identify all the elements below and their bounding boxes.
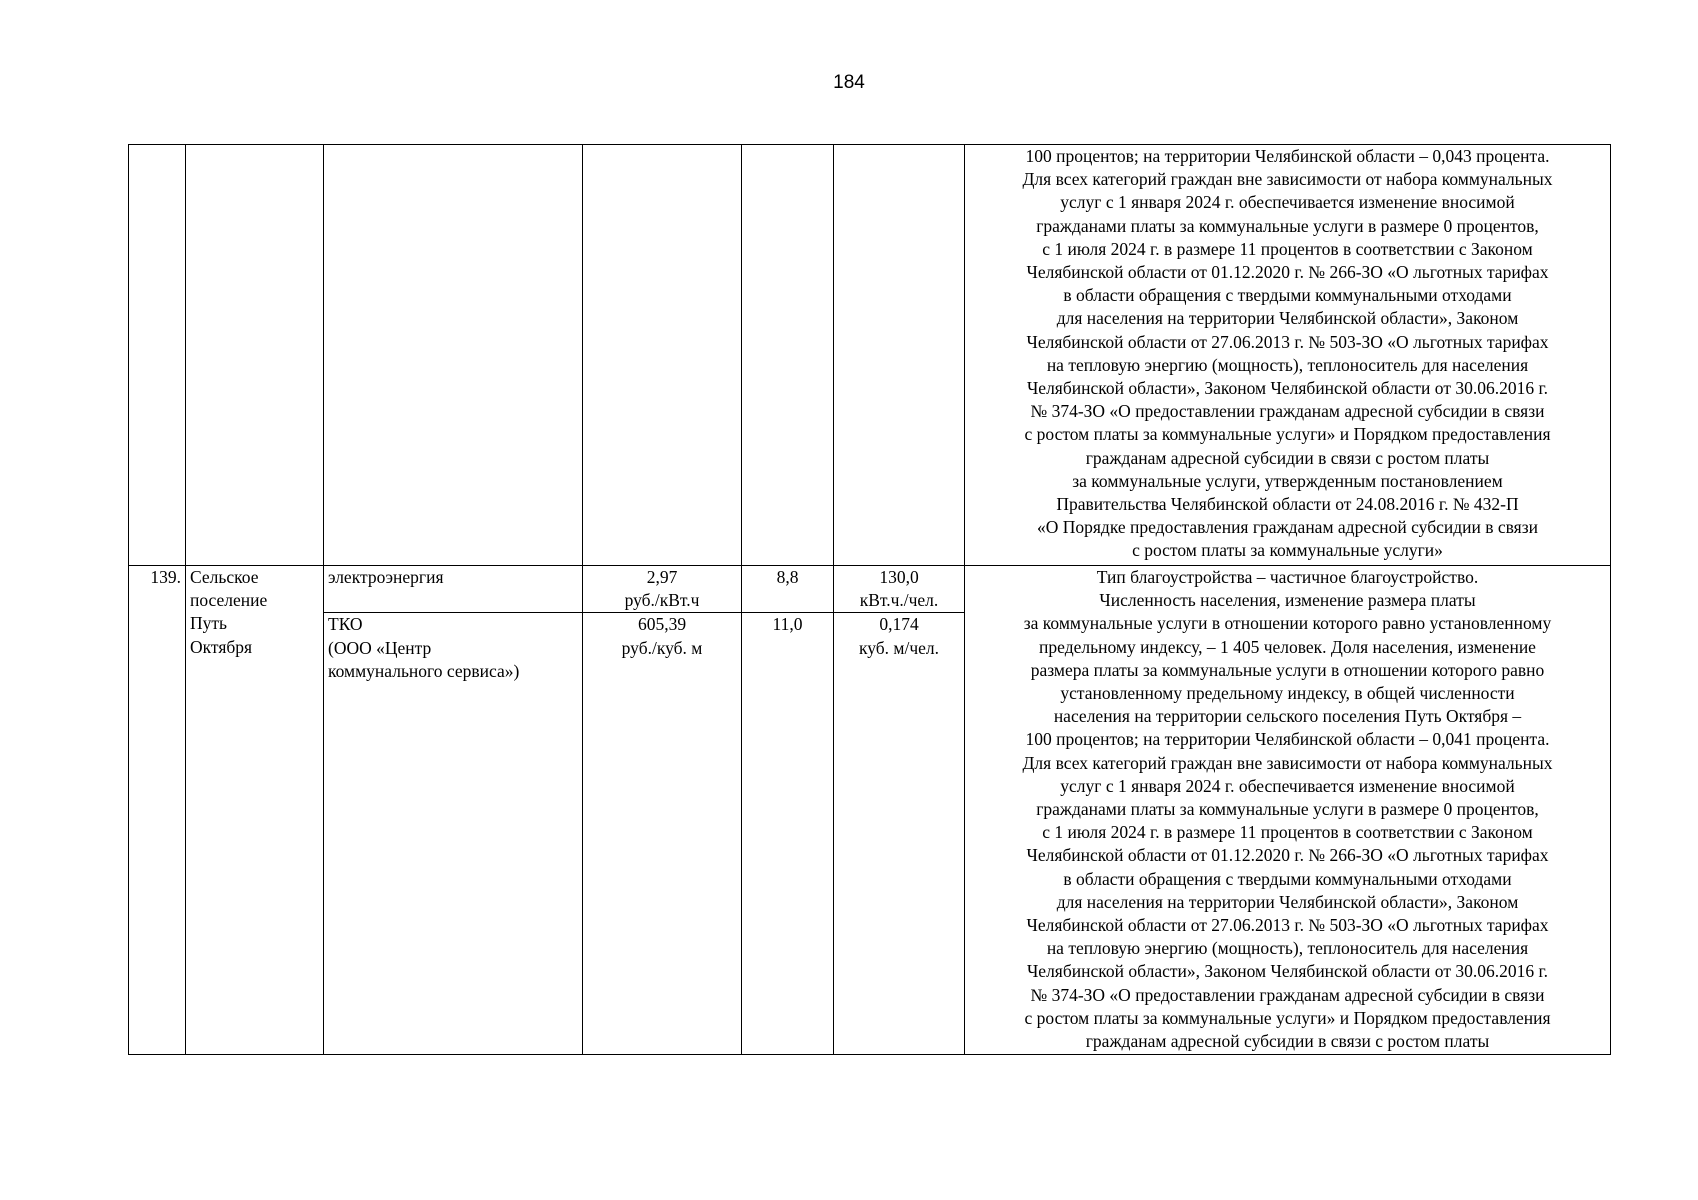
index-cell bbox=[742, 145, 834, 566]
norm-value: 0,174 bbox=[879, 614, 919, 635]
tariff-value: 2,97 bbox=[646, 567, 678, 587]
settlement-cell bbox=[186, 145, 324, 566]
index-electricity: 8,8 bbox=[742, 566, 834, 613]
service-name-line: ТКО bbox=[328, 614, 363, 635]
service-name-tko bbox=[324, 613, 583, 1055]
service-name-electricity: электроэнергия bbox=[324, 566, 583, 613]
tariff-value: 605,39 bbox=[637, 614, 687, 635]
settlement-name: Сельское поселение Путь Октября bbox=[186, 566, 324, 1055]
tariff-table bbox=[128, 144, 1611, 1055]
service-name-line: коммунального сервиса») bbox=[328, 660, 520, 681]
norm-cell bbox=[834, 145, 965, 566]
number-cell bbox=[129, 145, 186, 566]
tariff-electricity bbox=[583, 566, 742, 613]
norm-unit: куб. м/чел. bbox=[858, 637, 940, 658]
service-name-line: (ООО «Центр bbox=[328, 637, 432, 658]
notes-139: Тип благоустройства – частичное благоустройство. Численность населения, изменение размера платы за коммунальные услуги в отношении которого равно установленному предельному индексу, – 1 405 человек. Доля населения, изменение размера платы за коммунальные услуги в отношении которого равно установленному предельному индексу, в общей численности населения на территории сельского поселения Путь Октября – 100 процентов; на территории Челябинской области – 0,041 процента. Для всех категорий граждан вне зависимости от набора коммунальных услуг с 1 января 2024 г. обеспечивается изменение вносимой гражданами платы за коммунальные услуги в размере 0 процентов, с 1 июля 2024 г. в размере 11 процентов в соответствии с Законом Челябинской области от 01.12.2020 г. № 266-ЗО «О льготных тарифах в области обращения с твердыми коммунальными отходами для населения на территории Челябинской области», Законом Челябинской области от 27.06.2013 г. № 503-ЗО «О льготных тарифах на тепловую энергию (мощность), теплоноситель для населения Челябинской области», Законом Челябинской области от 30.06.2016 г. № 374-ЗО «О предоставлении гражданам адресной субсидии в связи с ростом платы за коммунальные услуги» и Порядком предоставления гражданам адресной субсидии в связи с ростом платы bbox=[965, 566, 1611, 1055]
row-number: 139. bbox=[129, 566, 186, 1055]
table-row-continued bbox=[129, 145, 1611, 566]
index-tko: 11,0 bbox=[742, 613, 834, 1055]
tariff-unit: руб./куб. м bbox=[621, 637, 703, 658]
service-cell bbox=[324, 145, 583, 566]
norm-electricity bbox=[834, 566, 965, 613]
page-number: 184 bbox=[833, 72, 865, 93]
notes-cell: 100 процентов; на территории Челябинской области – 0,043 процента. Для всех категорий граждан вне зависимости от набора коммунальных услуг с 1 января 2024 г. обеспечивается изменение вносимой гражданами платы за коммунальные услуги в размере 0 процентов, с 1 июля 2024 г. в размере 11 процентов в соответствии с Законом Челябинской области от 01.12.2020 г. № 266-ЗО «О льготных тарифах в области обращения с твердыми коммунальными отходами для населения на территории Челябинской области», Законом Челябинской области от 27.06.2013 г. № 503-ЗО «О льготных тарифах на тепловую энергию (мощность), теплоноситель для населения Челябинской области», Законом Челябинской области от 30.06.2016 г. № 374-ЗО «О предоставлении гражданам адресной субсидии в связи с ростом платы за коммунальные услуги» и Порядком предоставления гражданам адресной субсидии в связи с ростом платы за коммунальные услуги, утвержденным постановлением Правительства Челябинской области от 24.08.2016 г. № 432-П «О Порядке предоставления гражданам адресной субсидии в связи с ростом платы за коммунальные услуги» bbox=[965, 145, 1611, 566]
norm-value: 130,0 bbox=[879, 567, 919, 587]
table-row-139 bbox=[129, 566, 1611, 613]
tariff-tko bbox=[583, 613, 742, 1055]
norm-unit: кВт.ч./чел. bbox=[859, 590, 939, 611]
tariff-unit: руб./кВт.ч bbox=[624, 590, 700, 611]
norm-tko bbox=[834, 613, 965, 1055]
tariff-cell bbox=[583, 145, 742, 566]
